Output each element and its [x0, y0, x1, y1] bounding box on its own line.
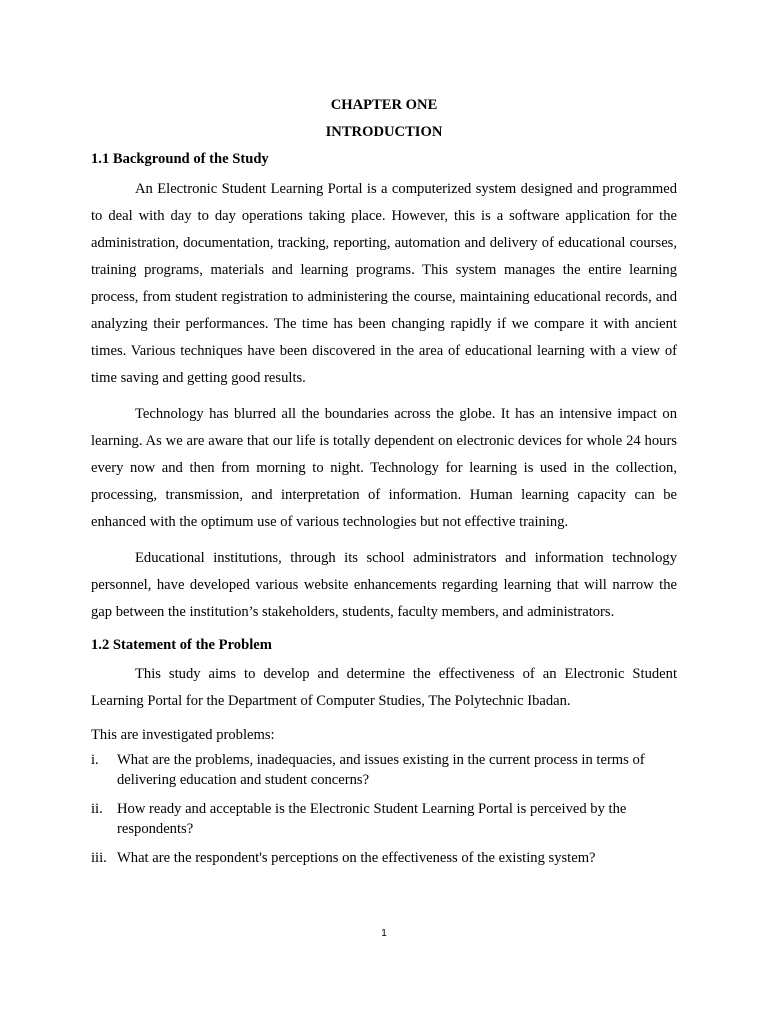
list-item-number: i. [91, 752, 99, 768]
body-paragraph: An Electronic Student Learning Portal is a computerized system designed and programmed to deal with day to day operations taking place. However, this is a software application for the administration, documentation, tracking, reporting, automation and delivery of educational courses, training programs, materials and learning programs. This system manages the entire learning process, from student registration to administering the course, maintaining educational records, and analyzing their performances. The time has been changing rapidly if we compare it with ancient times. Various techniques have been discovered in the area of educational learning with a view of time saving and getting good results. [91, 181, 677, 386]
list-item-text: What are the problems, inadequacies, and issues existing in the current process in terms of delivering education and student concerns? [117, 752, 645, 788]
list-item [91, 849, 677, 869]
body-paragraph: This study aims to develop and determine the effectiveness of an Electronic Student Learning Portal for the Department of Computer Studies, The Polytechnic Ibadan. [91, 666, 677, 709]
list-item [91, 751, 677, 790]
list-item-number: ii. [91, 801, 103, 817]
list-item-text: What are the respondent's perceptions on the effectiveness of the existing system? [117, 850, 596, 866]
list-item [91, 800, 677, 839]
body-paragraph: Technology has blurred all the boundaries across the globe. It has an intensive impact on learning. As we are aware that our life is totally dependent on electronic devices for whole 24 hours every now and then from morning to night. Technology for learning is used in the collection, processing, transmission, and interpretation of information. Human learning capacity can be enhanced with the optimum use of various technologies but not effective training. [91, 406, 677, 530]
question-list [91, 751, 677, 869]
section-heading-background: 1.1 Background of the Study [91, 151, 269, 167]
list-item-number: iii. [91, 850, 107, 866]
section-heading-problem-statement: 1.2 Statement of the Problem [91, 637, 272, 653]
chapter-title: CHAPTER ONE [330, 97, 438, 113]
chapter-subtitle: INTRODUCTION [325, 124, 443, 140]
page-number: 1 [381, 928, 387, 939]
page-content [91, 92, 677, 879]
list-item-text: How ready and acceptable is the Electronic Student Learning Portal is perceived by the respondents? [117, 801, 627, 837]
list-intro: This are investigated problems: [91, 727, 275, 743]
body-paragraph: Educational institutions, through its school administrators and information technology personnel, have developed various website enhancements regarding learning that will narrow the gap between the institution’s stakeholders, students, faculty members, and administrators. [91, 550, 677, 620]
